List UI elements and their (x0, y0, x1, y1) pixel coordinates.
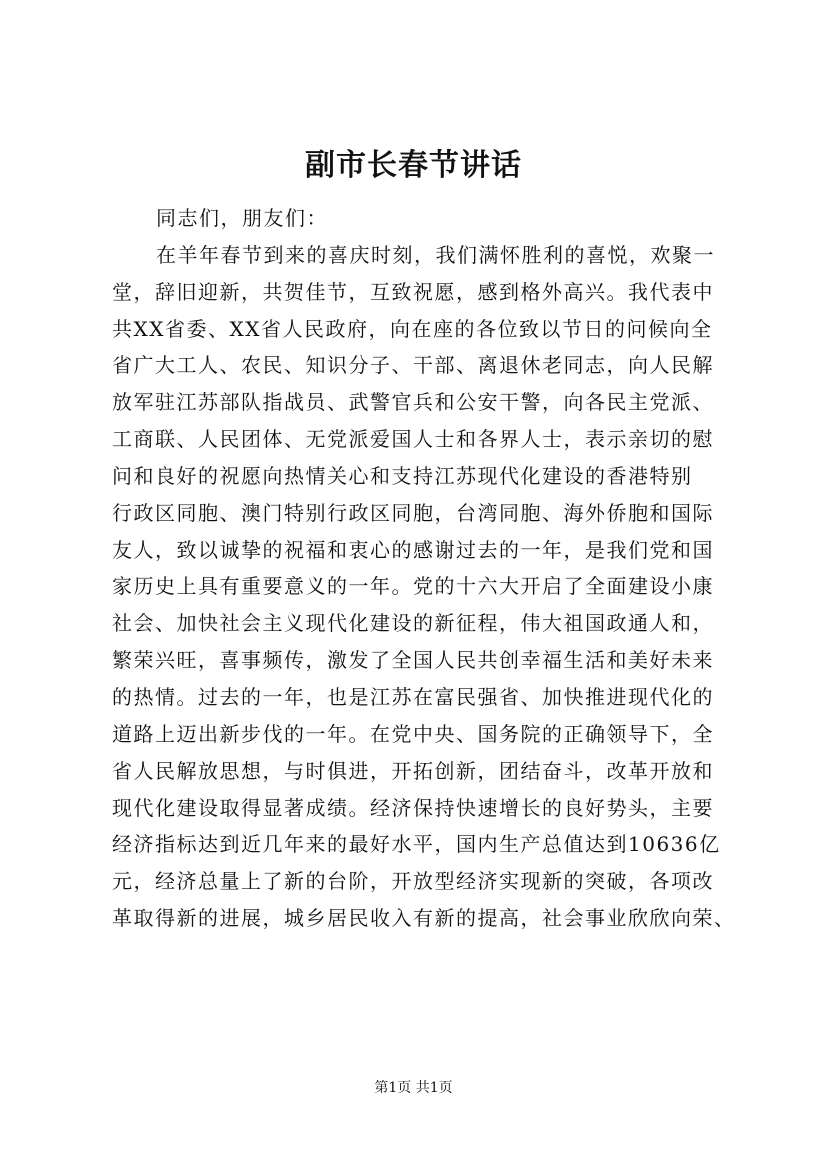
paragraph-line: 现代化建设取得显著成绩。经济保持快速增长的良好势头，主要 (112, 795, 714, 820)
document-title: 副市长春节讲话 (305, 148, 522, 183)
salutation: 同志们，朋友们： (156, 206, 328, 230)
paragraph-line: 工商联、人民团体、无党派爱国人士和各界人士，表示亲切的慰 (112, 427, 714, 452)
paragraph-line: 在羊年春节到来的喜庆时刻，我们满怀胜利的喜悦，欢聚一 (156, 242, 715, 267)
paragraph-line: 的热情。过去的一年，也是江苏在富民强省、加快推进现代化的 (112, 684, 714, 709)
paragraph-line: 省广大工人、农民、知识分子、干部、离退休老同志，向人民解 (112, 353, 714, 378)
paragraph-line: 社会、加快社会主义现代化建设的新征程，伟大祖国政通人和， (112, 611, 714, 636)
paragraph-line: 繁荣兴旺，喜事频传，激发了全国人民共创幸福生活和美好未来 (112, 648, 714, 673)
paragraph-line: 经济指标达到近几年来的最好水平，国内生产总值达到10636亿 (112, 832, 721, 857)
paragraph-line: 共XX省委、XX省人民政府，向在座的各位致以节日的问候向全 (112, 316, 713, 341)
paragraph-line: 省人民解放思想，与时俱进，开拓创新，团结奋斗，改革开放和 (112, 758, 714, 783)
paragraph-line: 问和良好的祝愿向热情关心和支持江苏现代化建设的香港特别 (112, 463, 693, 488)
paragraph-line: 友人，致以诚挚的祝福和衷心的感谢过去的一年，是我们党和国 (112, 537, 714, 562)
paragraph-line: 家历史上具有重要意义的一年。党的十六大开启了全面建设小康 (112, 574, 714, 599)
page-number-footer: 第1页 共1页 (374, 1080, 453, 1096)
paragraph-line: 放军驻江苏部队指战员、武警官兵和公安干警，向各民主党派、 (112, 390, 714, 415)
paragraph-line: 行政区同胞、澳门特别行政区同胞，台湾同胞、海外侨胞和国际 (112, 500, 714, 525)
paragraph-line: 革取得新的进展，城乡居民收入有新的提高，社会事业欣欣向荣、 (112, 906, 736, 931)
paragraph-line: 道路上迈出新步伐的一年。在党中央、国务院的正确领导下，全 (112, 721, 714, 746)
paragraph-line: 堂，辞旧迎新，共贺佳节，互致祝愿，感到格外高兴。我代表中 (112, 279, 714, 304)
document-body (112, 200, 736, 937)
paragraph-line: 元，经济总量上了新的台阶，开放型经济实现新的突破，各项改 (112, 869, 714, 894)
